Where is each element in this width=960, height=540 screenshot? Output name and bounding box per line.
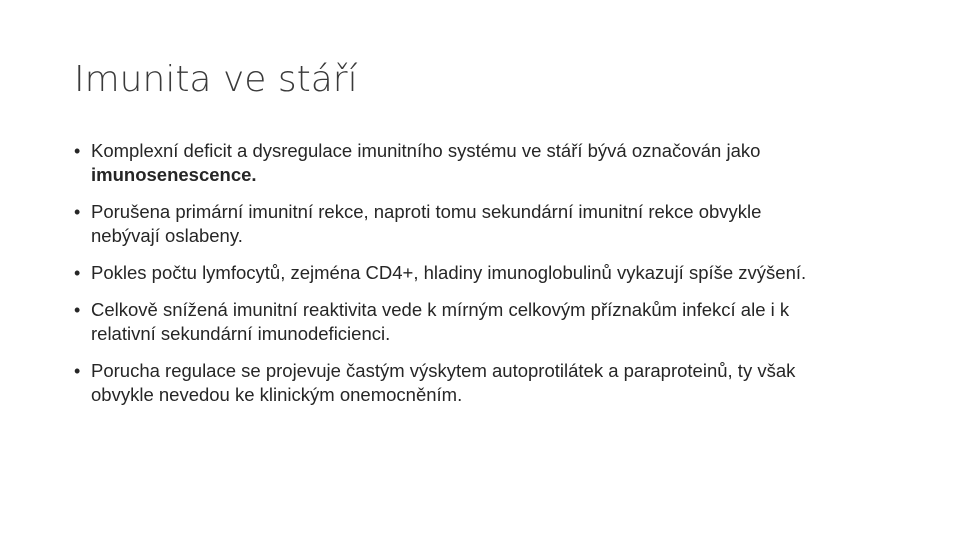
bullet-dot-icon: •: [74, 300, 81, 320]
bullet-dot-icon: •: [74, 141, 81, 161]
bullet-item: [74, 200, 834, 248]
bullet-item: [74, 261, 834, 285]
slide-title: Imunita ve stáří: [74, 59, 358, 100]
bullet-text: Celkově snížená imunitní reaktivita vede k mírným celkovým příznakům infekcí ale i k relativní sekundární imunodeficienci.: [91, 299, 790, 344]
bullet-text: Pokles počtu lymfocytů, zejména CD4+, hladiny imunoglobulinů vykazují spíše zvýšení.: [91, 262, 807, 283]
bullet-text: Porušena primární imunitní rekce, naproti tomu sekundární imunitní rekce obvykle nebývají oslabeny.: [91, 201, 762, 246]
bullet-text-regular: Komplexní deficit a dysregulace imunitního systému ve stáří bývá označován jako: [91, 140, 761, 161]
bullet-item: [74, 359, 834, 407]
bullet-item: [74, 298, 834, 346]
bullet-item: [74, 139, 834, 187]
bullet-list: [74, 139, 834, 420]
bullet-text-bold: imunosenescence.: [91, 164, 257, 185]
bullet-dot-icon: •: [74, 361, 81, 381]
bullet-text: Porucha regulace se projevuje častým výskytem autoprotilátek a paraproteinů, ty však obvykle nevedou ke klinickým onemocněním.: [91, 360, 796, 405]
bullet-text: [91, 140, 760, 185]
bullet-dot-icon: •: [74, 202, 81, 222]
bullet-dot-icon: •: [74, 263, 81, 283]
